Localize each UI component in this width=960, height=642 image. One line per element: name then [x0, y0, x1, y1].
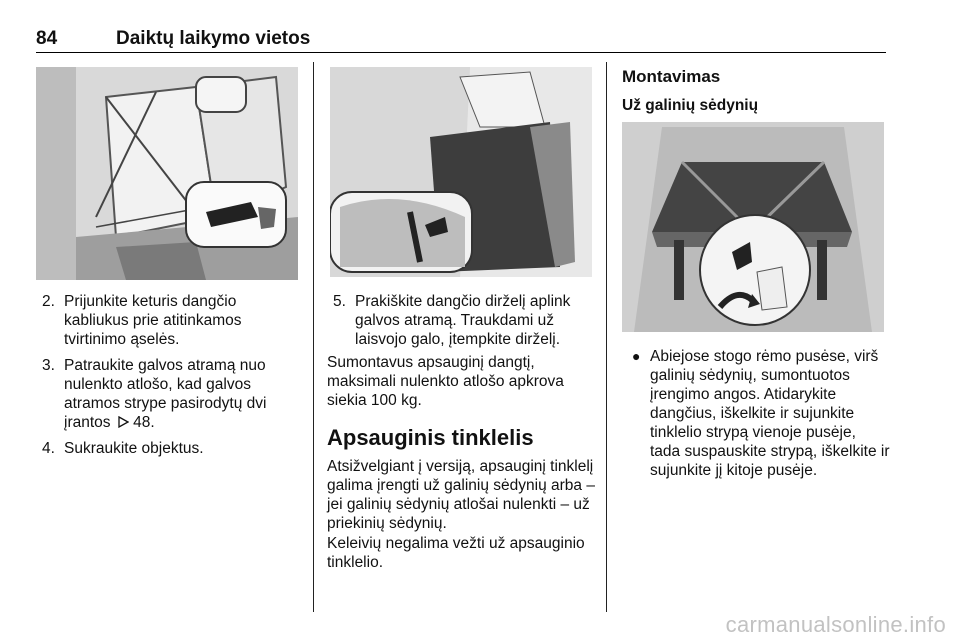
- step-text: Prijunkite keturis dangčio kabliukus prie atitinkamos tvirtinimo ąselės.: [64, 293, 242, 348]
- reference-page[interactable]: 48.: [133, 414, 155, 431]
- column-divider-1: [313, 62, 314, 612]
- figure-headrest-hooks: [36, 67, 298, 280]
- watermark: carmanualsonline.info: [725, 612, 946, 637]
- list-item: [628, 347, 890, 480]
- bullet-text: Abiejose stogo rėmo pusėse, virš galinių sėdynių, sumontuotos įrengimo angos. Atidarykite dangčius, iškelkite ir sujunkite tinklelio strypą vienoje pusėje, tada suspauskite strypą, iškelkite ir sujunkite jį kitoje pusėje.: [650, 348, 890, 479]
- list-item: [42, 356, 304, 432]
- step-text: Prakiškite dangčio dirželį aplink galvos atramą. Traukdami už laisvojo galo, įtempkite dirželį.: [355, 293, 571, 348]
- safety-net-installation-illustration: [622, 122, 884, 332]
- list-item: [42, 292, 304, 349]
- paragraph-passenger-warning: Keleivių negalima vežti už apsauginio tinklelio.: [327, 535, 585, 571]
- figure-safety-net: [622, 122, 884, 332]
- list-item: [333, 292, 603, 349]
- step-number: 5.: [333, 293, 346, 310]
- step-number: 4.: [42, 440, 55, 457]
- page-number: 84: [36, 28, 58, 49]
- steps-list-middle: [333, 292, 603, 356]
- installation-heading: Montavimas: [622, 67, 721, 86]
- figure-cargo-cover-strap: [330, 67, 592, 277]
- bullets-list-right: [628, 347, 890, 487]
- installation-subheading: Už galinių sėdynių: [622, 97, 759, 114]
- bullet-icon: ●: [632, 348, 641, 364]
- headrest-hooks-illustration: [36, 67, 298, 280]
- step-text: Sukraukite objektus.: [64, 440, 204, 457]
- paragraph-net-intro: Atsižvelgiant į versiją, apsauginį tinklelį galima įrengti už galinių sėdynių arba – jei galinių sėdynių atlošai nulenkti – už priekinių sėdynių.: [327, 458, 595, 532]
- list-item: [42, 439, 304, 458]
- page-header: [36, 28, 886, 50]
- step-number: 3.: [42, 357, 55, 374]
- header-divider: [36, 52, 886, 53]
- paragraph-load-info: Sumontavus apsauginį dangtį, maksimali nulenkto atlošo apkrova siekia 100 kg.: [327, 354, 564, 409]
- reference-arrow-icon[interactable]: [118, 413, 129, 432]
- step-number: 2.: [42, 293, 55, 310]
- column-divider-2: [606, 62, 607, 612]
- step-text: Patraukite galvos atramą nuo nulenkto atlošo, kad galvos atramos strype pasirodytų dvi įrantos: [64, 357, 267, 431]
- section-heading: Apsauginis tinklelis: [327, 425, 534, 450]
- page-title: Daiktų laikymo vietos: [116, 28, 311, 49]
- steps-list-left: [42, 292, 304, 465]
- cargo-cover-strap-illustration: [330, 67, 592, 277]
